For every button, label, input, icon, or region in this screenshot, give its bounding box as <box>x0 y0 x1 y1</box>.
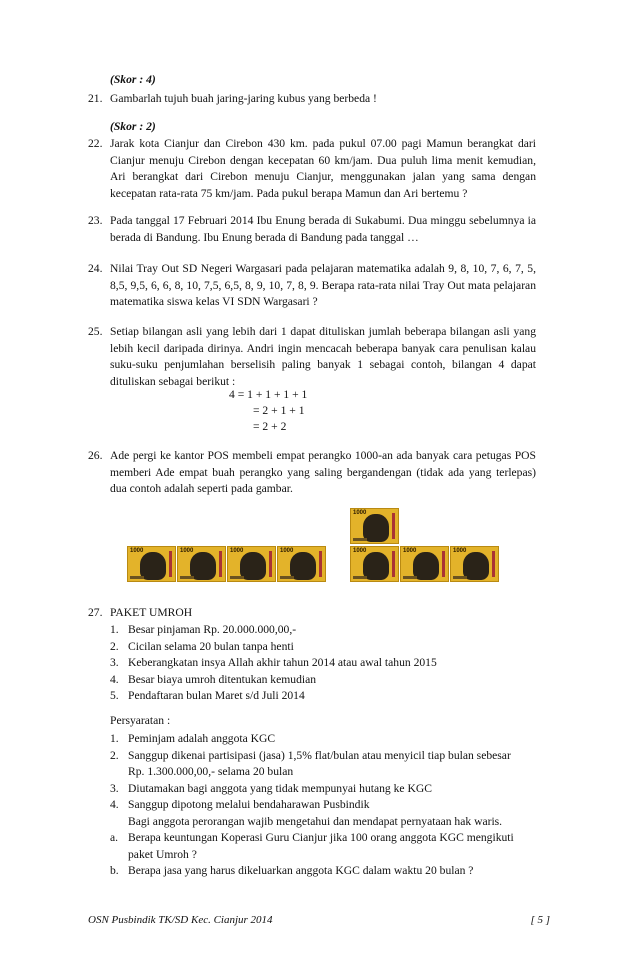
question-26-text: Ade pergi ke kantor POS membeli empat perangko 1000-an ada banyak cara petugas POS memberi Ade empat buah perangko yang saling bergandengan (tidak ada yang terlepas) dua contoh adalah seperti pada gambar. <box>110 449 536 495</box>
stamp-value: 1000 <box>403 548 417 554</box>
list-item: a. Berapa keuntungan Koperasi Guru Cianjur jika 100 orang anggota KGC mengikuti <box>110 831 514 844</box>
section-title: PAKET UMROH <box>110 606 193 619</box>
stamp-value: 1000 <box>453 548 467 554</box>
equation-line: = 2 + 2 <box>253 420 287 433</box>
question-23-text: Pada tanggal 17 Februari 2014 Ibu Enung berada di Sukabumi. Dua minggu sebelumnya ia berada di Bandung. Ibu Enung berada di Bandung pada tanggal … <box>110 214 536 244</box>
footer-title: OSN Pusbindik TK/SD Kec. Cianjur 2014 <box>88 914 273 926</box>
list-item: 4. Sanggup dipotong melalui bendaharawan Pusbindik <box>110 798 370 811</box>
question-number: 21. <box>88 92 103 105</box>
stamp-value: 1000 <box>130 548 144 554</box>
question-22-text: Jarak kota Cianjur dan Cirebon 430 km. pada pukul 07.00 pagi Mamun berangkat dari Cianjur menuju Cirebon dengan kecepatan 60 km/jam. Dua puluh lima menit kemudian, Ari berangkat dari Cirebon menuju Cianjur, menggunakan jalan yang sama dengan kecepatan rata-rata 75 km/jam. Pada pukul berapa Mamun dan Ari bertemu ? <box>110 137 536 200</box>
stamp-image <box>350 546 399 582</box>
question-number: 22. <box>88 137 103 150</box>
list-item: paket Umroh ? <box>128 847 197 861</box>
stamp-value: 1000 <box>353 548 367 554</box>
stamp-value: 1000 <box>180 548 194 554</box>
stamp-value: 1000 <box>280 548 294 554</box>
question-number: 25. <box>88 325 103 338</box>
question-number: 27. <box>88 606 103 619</box>
list-item: 2. Sanggup dikenai partisipasi (jasa) 1,5% flat/bulan atau menyicil tiap bulan sebesar <box>110 748 511 762</box>
list-item: 3. Keberangkatan insya Allah akhir tahun 2014 atau awal tahun 2015 <box>110 656 437 669</box>
question-25-text: Setiap bilangan asli yang lebih dari 1 dapat dituliskan jumlah beberapa bilangan asli yang lebih kecil daripada dirinya. Andri ingin mencacah beberapa banyak cara penulisan kalau suku-suku penjumlahan berselisih paling banyak 1 sebagai contoh, bilangan 4 dapat dituliskan sebagai berikut : <box>110 325 536 388</box>
list-item: Bagi anggota perorangan wajib mengetahui dan mendapat pernyataan hak waris. <box>128 814 503 828</box>
question-number: 23. <box>88 214 103 227</box>
stamp-image <box>127 546 176 582</box>
stamp-image <box>400 546 449 582</box>
page-number: [ 5 ] <box>530 914 550 926</box>
list-item: Rp. 1.300.000,00,- selama 20 bulan <box>128 765 294 778</box>
stamp-value: 1000 <box>353 510 367 516</box>
question-number: 26. <box>88 449 103 462</box>
score-label: (Skor : 2) <box>110 120 156 133</box>
stamp-image <box>177 546 226 582</box>
list-item: 1. Besar pinjaman Rp. 20.000.000,00,- <box>110 623 297 636</box>
list-item: b. Berapa jasa yang harus dikeluarkan anggota KGC dalam waktu 20 bulan ? <box>110 864 474 877</box>
stamp-value: 1000 <box>230 548 244 554</box>
question-21-text: Gambarlah tujuh buah jaring-jaring kubus yang berbeda ! <box>110 92 377 105</box>
equation-line: = 2 + 1 + 1 <box>253 404 305 417</box>
question-number: 24. <box>88 262 103 275</box>
score-label: (Skor : 4) <box>110 73 156 86</box>
package-list <box>110 622 437 705</box>
requirements-list <box>110 731 514 880</box>
question-24-text: Nilai Tray Out SD Negeri Wargasari pada pelajaran matematika adalah 9, 8, 10, 7, 6, 7, 5, 8,5, 9,5, 6, 6, 8, 10, 7,5, 6,5, 8, 9, 10, 7, 8, 9. Berapa rata-rata nilai Tray Out mata pelajaran matematika siswa kelas VI SDN Wargasari ? <box>110 262 536 308</box>
list-item: 4. Besar biaya umroh ditentukan kemudian <box>110 672 317 686</box>
stamp-image <box>227 546 276 582</box>
list-item: 1. Peminjam adalah anggota KGC <box>110 732 276 745</box>
equation-line: 4 = 1 + 1 + 1 + 1 <box>229 388 308 401</box>
list-item: 5. Pendaftaran bulan Maret s/d Juli 2014 <box>110 689 305 702</box>
list-item: 2. Cicilan selama 20 bulan tanpa henti <box>110 639 294 653</box>
stamp-image <box>277 546 326 582</box>
list-item: 3. Diutamakan bagi anggota yang tidak mempunyai hutang ke KGC <box>110 781 432 795</box>
stamp-image <box>350 508 399 544</box>
requirements-title: Persyaratan : <box>110 714 171 727</box>
stamp-image <box>450 546 499 582</box>
